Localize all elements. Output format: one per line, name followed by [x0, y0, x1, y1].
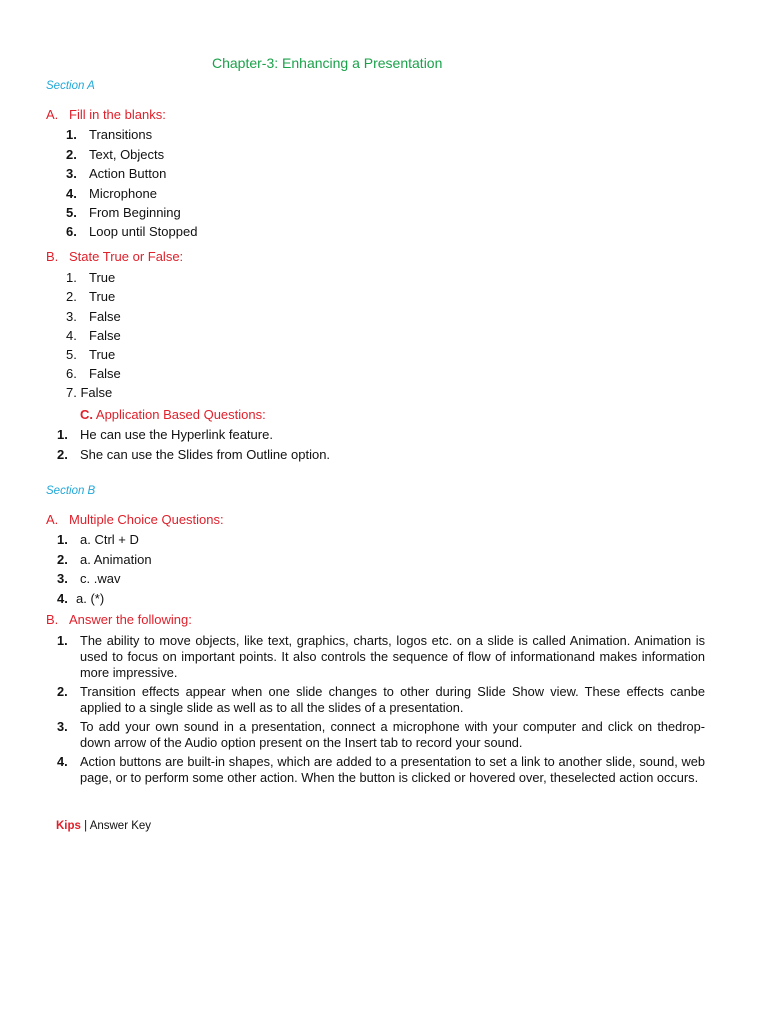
true-false-text: State True or False:: [69, 249, 184, 264]
list-item: 3. False: [66, 309, 121, 324]
answer-item: 1. The ability to move objects, like text, graphics, charts, logos etc. on a slide is called Animation. Animation is used to focus on important points. It also controls the sequence of flow of informationand makes information more impressive.: [57, 633, 705, 680]
page-footer: [56, 820, 151, 832]
list-item: 1. True: [66, 270, 116, 285]
list-item: 2. True: [66, 289, 116, 304]
list-item: 4. Microphone: [66, 186, 157, 201]
list-item: 3. c. .wav: [57, 571, 121, 586]
list-item: 4. a. (*): [57, 591, 105, 606]
answer-letter: B.: [46, 612, 59, 627]
footer-text: Answer Key: [89, 820, 152, 832]
fill-blanks-letter: A.: [46, 107, 59, 122]
application-heading: [80, 407, 266, 422]
answer-heading: [46, 612, 192, 627]
mcq-text: Multiple Choice Questions:: [69, 512, 224, 527]
list-item: 1. Transitions: [66, 127, 153, 142]
list-item: 2. Text, Objects: [66, 147, 165, 162]
list-item: 2. a. Animation: [57, 552, 152, 567]
list-item: 4. False: [66, 328, 121, 343]
fill-blanks-text: Fill in the blanks:: [69, 107, 166, 122]
list-item: 6. Loop until Stopped: [66, 224, 198, 239]
list-item: 2. She can use the Slides from Outline option.: [57, 447, 331, 462]
list-item: 7. False: [66, 385, 113, 400]
answer-text: Answer the following:: [69, 612, 192, 627]
footer-separator: |: [84, 820, 88, 832]
mcq-letter: A.: [46, 512, 59, 527]
true-false-letter: B.: [46, 249, 59, 264]
section-a-label: Section A: [46, 80, 95, 92]
section-b-label: Section B: [46, 485, 96, 497]
fill-blanks-heading: [46, 107, 166, 122]
answer-item: 4. Action buttons are built-in shapes, which are added to a presentation to set a link to another slide, sound, web page, or to perform some other action. When the button is clicked or hovered over, theselected action occurs.: [57, 754, 705, 785]
brand-logo: Kips: [56, 820, 81, 832]
true-false-heading: [46, 249, 183, 264]
mcq-heading: [46, 512, 224, 527]
answer-item: 2. Transition effects appear when one slide changes to other during Slide Show view. These effects canbe applied to a single slide as well as to all the slides of a presentation.: [57, 684, 705, 715]
page-title: Chapter-3: Enhancing a Presentation: [212, 55, 443, 71]
list-item: 3. Action Button: [66, 166, 167, 181]
application-text: Application Based Questions:: [95, 407, 266, 422]
list-item: 1. He can use the Hyperlink feature.: [57, 427, 273, 442]
list-item: 1. a. Ctrl + D: [57, 532, 139, 547]
list-item: 5. From Beginning: [66, 205, 181, 220]
answer-item: 3. To add your own sound in a presentation, connect a microphone with your computer and click on thedrop-down arrow of the Audio option present on the Insert tab to record your sound.: [57, 719, 705, 750]
list-item: 5. True: [66, 347, 116, 362]
application-letter: C.: [80, 407, 93, 422]
list-item: 6. False: [66, 366, 121, 381]
